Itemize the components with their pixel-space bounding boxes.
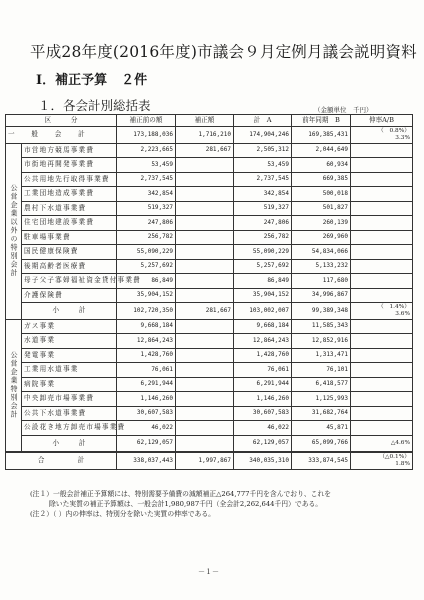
amount-before: 342,854 [117,187,176,202]
amount-supp [176,377,234,392]
amount-total: 256,782 [234,230,292,245]
section-count: ２件 [121,73,148,88]
amount-before: 46,022 [117,421,176,436]
amount-supp [176,348,234,363]
amount-supp [176,392,234,407]
amount-supp [176,216,234,231]
rate-cell [351,201,413,216]
row-label: 母子父子寡婦福祉資金貸付事業費 [22,274,117,289]
table-row [6,158,413,173]
row-label: 一 般 会 計 [6,127,117,144]
amount-prev: 76,101 [292,363,351,378]
amount-supp [176,435,234,452]
amount-total: 247,806 [234,216,292,231]
amount-before: 1,146,260 [117,392,176,407]
amount-total: 12,864,243 [234,334,292,349]
subtotal-row [6,435,413,452]
amount-total: 9,668,184 [234,319,292,334]
amount-prev: 60,934 [292,158,351,173]
amount-before: 256,782 [117,230,176,245]
footnotes [30,489,331,519]
amount-before: 338,037,443 [117,452,176,469]
amount-before: 53,459 [117,158,176,173]
amount-total: 53,459 [234,158,292,173]
general-account-row [6,127,413,144]
grand-total-row [6,452,413,469]
table-row [6,245,413,260]
table-row [6,392,413,407]
amount-supp [176,288,234,303]
row-label: 病院事業 [22,377,117,392]
rate-cell [351,230,413,245]
amount-before: 1,428,760 [117,348,176,363]
table-row [6,201,413,216]
amount-supp [176,319,234,334]
amount-total: 1,428,760 [234,348,292,363]
row-label: 小 計 [22,303,117,320]
amount-before: 2,223,665 [117,143,176,158]
amount-prev: 5,133,232 [292,259,351,274]
amount-total: 1,146,260 [234,392,292,407]
amount-before: 86,849 [117,274,176,289]
rate-value-secondary: 3.3% [395,134,410,141]
header-before: 補正前の額 [117,115,176,127]
amount-before: 76,061 [117,363,176,378]
amount-total: 519,327 [234,201,292,216]
table-row [6,143,413,158]
row-label: 市街地再開発事業費 [22,158,117,173]
amount-prev: 31,682,764 [292,406,351,421]
table-row [6,172,413,187]
rate-value: （ 0.8%） [377,128,410,135]
amount-total: 86,849 [234,274,292,289]
amount-prev: 1,125,993 [292,392,351,407]
rate-cell [351,377,413,392]
rate-cell [351,143,413,158]
amount-supp [176,201,234,216]
section-heading-text: Ⅰ．補正予算 [36,73,108,88]
table-row [6,363,413,378]
amount-total: 55,090,229 [234,245,292,260]
amount-before: 247,806 [117,216,176,231]
rate-cell [351,259,413,274]
amount-prev: 65,099,766 [292,435,351,452]
rate-value-secondary: 1.8% [395,460,410,467]
amount-supp [176,245,234,260]
amount-before: 62,129,057 [117,435,176,452]
header-supp: 補正額 [176,115,234,127]
amount-total: 103,002,007 [234,303,292,320]
amount-prev: 501,827 [292,201,351,216]
amount-total: 30,607,583 [234,406,292,421]
group-label: 公営企業特別会計 [6,319,22,452]
amount-prev: 269,960 [292,230,351,245]
amount-before: 30,607,583 [117,406,176,421]
rate-cell [351,127,413,144]
row-label: 工業用水道事業 [22,363,117,378]
amount-total: 46,022 [234,421,292,436]
rate-cell [351,406,413,421]
group-label: 公営企業以外の特別会計 [6,143,22,319]
summary-table-body [6,115,413,470]
row-label: 国民健康保険費 [22,245,117,260]
rate-cell [351,348,413,363]
table-row [6,334,413,349]
unit-note: （金額単位 千円） [314,106,373,114]
amount-supp: 281,667 [176,303,234,320]
amount-supp [176,274,234,289]
section-heading [36,69,147,88]
amount-prev: 117,680 [292,274,351,289]
amount-total: 5,257,692 [234,259,292,274]
rate-cell [351,274,413,289]
amount-supp [176,421,234,436]
subtotal-row [6,303,413,320]
amount-total: 6,291,944 [234,377,292,392]
amount-total: 340,035,310 [234,452,292,469]
table-row [6,288,413,303]
rate-value: （ 1.4%） [377,304,410,311]
amount-prev: 2,044,649 [292,143,351,158]
amount-prev: 333,874,545 [292,452,351,469]
page-number: －１－ [198,568,219,576]
amount-supp [176,230,234,245]
amount-supp [176,259,234,274]
amount-before: 5,257,692 [117,259,176,274]
table-row [6,187,413,202]
row-label: 工業団地造成事業費 [22,187,117,202]
amount-supp [176,363,234,378]
amount-prev: 12,852,916 [292,334,351,349]
table-row [6,421,413,436]
amount-before: 12,864,243 [117,334,176,349]
rate-value-secondary: 3.6% [395,310,410,317]
amount-supp [176,187,234,202]
row-label: 公共下水道事業費 [22,406,117,421]
rate-cell: △4.6% [351,435,413,452]
rate-cell [351,158,413,173]
footnote-2: (注２）（ ）内の伸率は、特別分を除いた実質の伸率である。 [30,510,215,518]
header-rate: 伸率A/B [351,115,413,127]
subsection-heading: １．各会計別総括表 [38,98,151,113]
amount-total: 62,129,057 [234,435,292,452]
header-prev: 前年同期 B [292,115,351,127]
rate-cell [351,363,413,378]
row-label: 住宅団地建設事業費 [22,216,117,231]
amount-before: 9,668,184 [117,319,176,334]
amount-supp [176,406,234,421]
row-label: 市営地方競馬事業費 [22,143,117,158]
row-label: 農村下水道事業費 [22,201,117,216]
amount-supp [176,334,234,349]
amount-total: 174,904,246 [234,127,292,144]
amount-before: 6,291,944 [117,377,176,392]
row-label: ガス事業 [22,319,117,334]
rate-cell [351,421,413,436]
amount-prev: 669,385 [292,172,351,187]
amount-prev: 1,313,471 [292,348,351,363]
footnote-1-cont: 除いた実質の補正予算額は、一般会計1,980,987千円（全会計2,262,644千円）である。 [49,500,323,508]
rate-cell [351,216,413,231]
summary-table [5,114,413,470]
amount-supp [176,158,234,173]
row-label: 中央卸売市場事業費 [22,392,117,407]
amount-total: 342,854 [234,187,292,202]
header-total: 計 A [234,115,292,127]
amount-before: 35,904,152 [117,288,176,303]
document-title: 平成28年度(2016年度)市議会９月定例月議会説明資料 [30,43,417,61]
table-header-row [6,115,413,127]
row-label: 水道事業 [22,334,117,349]
amount-prev: 6,418,577 [292,377,351,392]
amount-before: 173,188,036 [117,127,176,144]
amount-prev: 54,834,066 [292,245,351,260]
amount-before: 55,090,229 [117,245,176,260]
rate-cell [351,319,413,334]
rate-cell [351,187,413,202]
table-row [6,230,413,245]
header-division: 区 分 [6,115,117,127]
footnote-1: (注１）一般会計補正予算額には、特別需要予備費の減額補正△264,777千円を含んでおり、これを [30,490,332,498]
amount-prev: 260,139 [292,216,351,231]
rate-cell [351,392,413,407]
amount-before: 102,720,350 [117,303,176,320]
table-row [6,319,413,334]
row-label: 発電事業 [22,348,117,363]
rate-cell [351,288,413,303]
row-label: 公共用地先行取得事業費 [22,172,117,187]
table-row [6,348,413,363]
rate-cell [351,452,413,469]
amount-total: 76,061 [234,363,292,378]
amount-supp: 1,997,867 [176,452,234,469]
table-row [6,274,413,289]
table-row [6,406,413,421]
amount-before: 519,327 [117,201,176,216]
row-label: 小 計 [22,435,117,452]
rate-cell [351,172,413,187]
amount-total: 35,904,152 [234,288,292,303]
amount-supp: 281,667 [176,143,234,158]
rate-value: （△0.1%） [379,454,410,461]
amount-prev: 11,585,343 [292,319,351,334]
table-row [6,216,413,231]
amount-prev: 45,871 [292,421,351,436]
amount-supp [176,172,234,187]
row-label: 公設花き地方卸売市場事業費 [22,421,117,436]
amount-prev: 99,389,348 [292,303,351,320]
amount-prev: 500,018 [292,187,351,202]
row-label: 介護保険費 [22,288,117,303]
amount-before: 2,737,545 [117,172,176,187]
amount-prev: 34,996,867 [292,288,351,303]
amount-prev: 169,385,431 [292,127,351,144]
table-row [6,377,413,392]
rate-cell [351,303,413,320]
row-label: 合 計 [6,452,117,469]
row-label: 駐車場事業費 [22,230,117,245]
amount-total: 2,505,312 [234,143,292,158]
table-row [6,259,413,274]
amount-supp: 1,716,210 [176,127,234,144]
rate-cell [351,245,413,260]
rate-cell [351,334,413,349]
amount-total: 2,737,545 [234,172,292,187]
row-label: 後期高齢者医療費 [22,259,117,274]
